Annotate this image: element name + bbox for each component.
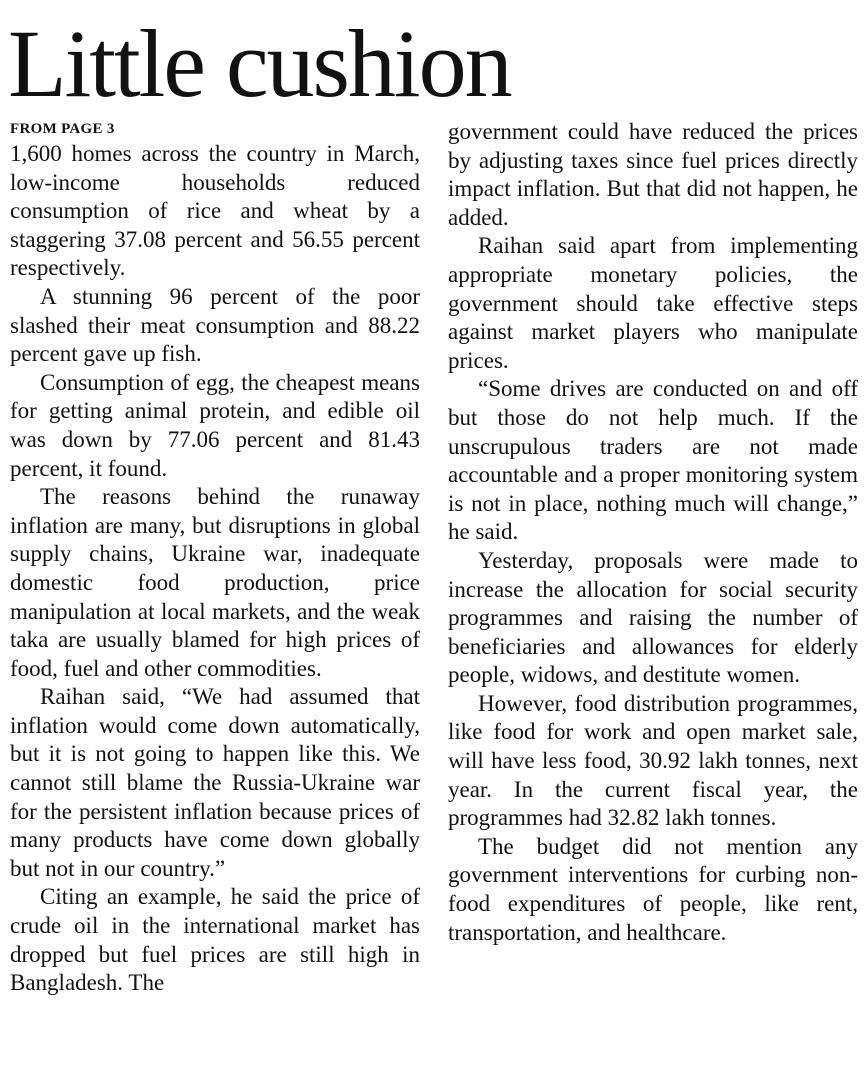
article-paragraph: Raihan said apart from implementing appropriate monetary policies, the government should take effective steps against market players who manipulate prices. <box>448 233 858 373</box>
article-paragraph: A stunning 96 percent of the poor slashed their meat consumption and 88.22 percent gave up fish. <box>10 283 420 367</box>
article-paragraph: “Some drives are conducted on and off but those do not help much. If the unscrupulous traders are not made accountable and a proper monitoring system is not in place, nothing much will change,” he said. <box>448 376 858 545</box>
headline: Little cushion <box>8 10 511 117</box>
article-paragraph: government could have reduced the prices by adjusting taxes since fuel prices directly impact inflation. But that did not happen, he added. <box>448 119 858 230</box>
article-paragraph: Yesterday, proposals were made to increase the allocation for social security programmes and raising the number of beneficiaries and allowances for elderly people, widows, and destitute women. <box>448 547 858 688</box>
article-paragraph: The budget did not mention any government interventions for curbing non-food expenditures of people, like rent, transportation, and healthcare. <box>448 833 858 945</box>
article-paragraph: However, food distribution programmes, like food for work and open market sale, will have less food, 30.92 lakh tonnes, next year. In the current fiscal year, the programmes had 32.82 lakh tonnes. <box>448 690 858 831</box>
continuation-kicker: FROM PAGE 3 <box>10 121 115 137</box>
article-paragraph: Citing an example, he said the price of crude oil in the international market has dropped but fuel prices are still high in Bangladesh. The <box>10 884 420 996</box>
article-paragraph: Consumption of egg, the cheapest means for getting animal protein, and edible oil was down by 77.06 percent and 81.43 percent, it found. <box>10 369 420 481</box>
article-paragraph: The reasons behind the runaway inflation are many, but disruptions in global supply chains, Ukraine war, inadequate domestic food production, price manipulation at local markets, and the weak taka are usually blamed for high prices of food, fuel and other commodities. <box>10 484 420 681</box>
article-paragraph: Raihan said, “We had assumed that inflation would come down automatically, but it is not going to happen like this. We cannot still blame the Russia-Ukraine war for the persistent inflation because prices of many products have come down globally but not in our country.” <box>10 684 420 881</box>
article-column-left <box>10 118 420 1068</box>
article-paragraph: 1,600 homes across the country in March, low-income households reduced consumption of rice and wheat by a staggering 37.08 percent and 56.55 percent respectively. <box>10 141 420 281</box>
article-column-right <box>448 118 858 1068</box>
